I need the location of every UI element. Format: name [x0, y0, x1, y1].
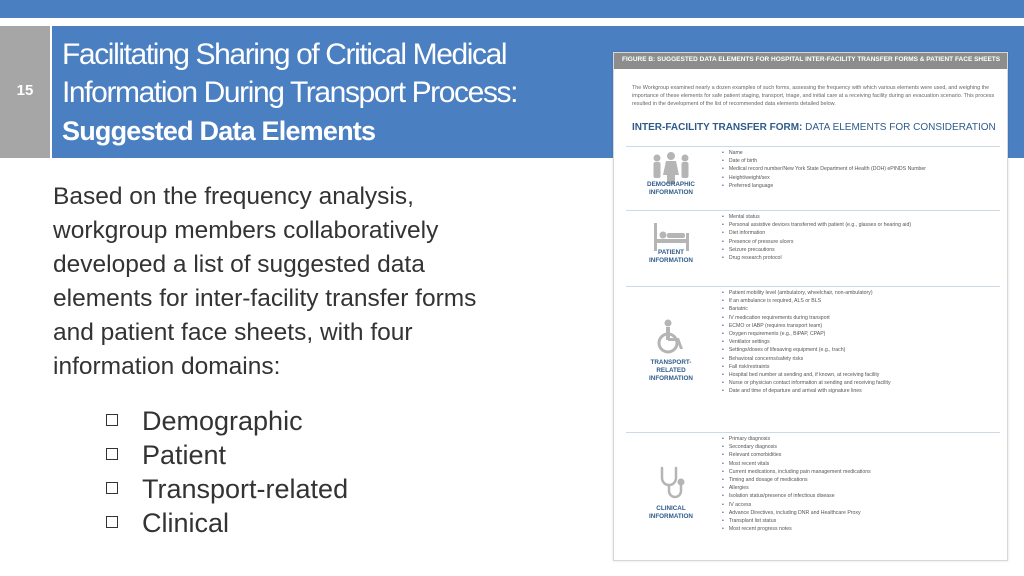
title-subtitle: Suggested Data Elements: [62, 116, 376, 146]
list-item: • Relevant comorbidities: [722, 451, 871, 459]
list-item: • Date and time of departure and arrival with signature lines: [722, 387, 891, 395]
bullet-item: [106, 472, 348, 506]
list-item: • Most recent vitals: [722, 460, 871, 468]
list-item: • Date of birth: [722, 157, 926, 165]
bullet-label: Transport-related: [142, 474, 349, 504]
doc-section-clinical: [626, 432, 1000, 561]
list-item: • Patient mobility level (ambulatory, wheelchair, non-ambulatory): [722, 289, 891, 297]
list-item: • Preferred language: [722, 182, 926, 190]
bullet-item: [106, 438, 348, 472]
document-header-bar: [614, 53, 1007, 69]
section-label-line: INFORMATION: [649, 375, 693, 382]
form-title-bold: INTER-FACILITY TRANSFER FORM:: [632, 122, 803, 133]
section-label-line: TRANSPORT-: [650, 359, 692, 366]
top-accent-stripe: [0, 0, 1024, 18]
list-item: • Fall risk/restraints: [722, 363, 891, 371]
list-item: • Isolation status/presence of infectious disease: [722, 492, 871, 500]
checkbox-bullet-icon: [106, 448, 118, 460]
bullet-item: [106, 506, 348, 540]
domain-bullet-list: [106, 404, 348, 540]
list-item: • Transplant list status: [722, 517, 871, 525]
body-line: Based on the frequency analysis,: [53, 183, 414, 210]
checkbox-bullet-icon: [106, 414, 118, 426]
list-item: • If an ambulance is required, ALS or BLS: [722, 297, 891, 305]
top-divider: [0, 18, 1024, 24]
slide-title: [62, 36, 602, 150]
bullet-label: Patient: [142, 440, 227, 470]
title-line-1: Facilitating Sharing of Critical Medical: [62, 38, 507, 71]
list-item: • Advance Directives, including DNR and Healthcare Proxy: [722, 509, 871, 517]
section-label: [630, 249, 712, 265]
list-item: • Current medications, including pain management medications: [722, 468, 871, 476]
list-item: • Most recent progress notes: [722, 525, 871, 533]
list-item: • Settings/doses of lifesaving equipment (e.g., trach): [722, 346, 891, 354]
section-label: [630, 359, 712, 383]
slide-number: 15: [16, 82, 34, 99]
document-form-title: [632, 122, 996, 133]
doc-section-patient: [626, 210, 1000, 281]
list-item: • IV medication requirements during transport: [722, 314, 891, 322]
section-items: [722, 213, 911, 262]
document-header-text: FIGURE B: SUGGESTED DATA ELEMENTS FOR HOSPITAL INTER-FACILITY TRANSFER FORMS & PATIENT FACE SHEETS: [622, 56, 1001, 63]
list-item: • Diet information: [722, 229, 911, 237]
list-item: • Oxygen requirements (e.g., BiPAP, CPAP): [722, 330, 891, 338]
body-line: developed a list of suggested data: [53, 251, 425, 278]
section-label-line: INFORMATION: [649, 257, 693, 264]
section-label: [630, 505, 712, 521]
stethoscope-icon: [648, 465, 694, 501]
list-item: • Mental status: [722, 213, 911, 221]
list-item: • Behavioral concerns/safety risks: [722, 355, 891, 363]
list-item: • Secondary diagnosis: [722, 443, 871, 451]
checkbox-bullet-icon: [106, 516, 118, 528]
section-label-line: PATIENT: [657, 249, 684, 256]
list-item: • Timing and dosage of medications: [722, 476, 871, 484]
form-title-rest: DATA ELEMENTS FOR CONSIDERATION: [802, 122, 996, 133]
body-paragraph: [53, 180, 573, 384]
section-label-line: INFORMATION: [649, 513, 693, 520]
list-item: • Hospital bed number at sending and, if known, at receiving facility: [722, 371, 891, 379]
list-item: • Primary diagnosis: [722, 435, 871, 443]
section-items: [722, 435, 871, 533]
list-item: • IV access: [722, 501, 871, 509]
list-item: • Nurse or physician contact information at sending and receiving facility: [722, 379, 891, 387]
list-item: • Drug research protocol: [722, 254, 911, 262]
body-line: information domains:: [53, 353, 281, 380]
section-label-line: RELATED: [656, 367, 686, 374]
section-label-line: INFORMATION: [649, 189, 693, 196]
list-item: • Name: [722, 149, 926, 157]
section-label: [630, 181, 712, 197]
list-item: • Medical record number/New York State Department of Health (DOH) ePINDS Number: [722, 165, 926, 173]
section-label-line: DEMOGRAPHIC: [647, 181, 695, 188]
body-line: and patient face sheets, with four: [53, 319, 413, 346]
bullet-item: [106, 404, 348, 438]
list-item: • Seizure precautions: [722, 246, 911, 254]
list-item: • Height/weight/sex: [722, 174, 926, 182]
section-items: [722, 149, 926, 190]
list-item: • Personal assistive devices transferred with patient (e.g., glasses or hearing aid): [722, 221, 911, 229]
wheelchair-icon: [648, 319, 694, 355]
list-item: • Presence of pressure ulcers: [722, 238, 911, 246]
document-intro: The Workgroup examined nearly a dozen examples of such forms, assessing the frequency with which various elements were used, and weighing the importance of these elements for safe patient staging, transport, triage, and initial care at a receiving facility during an evacuation scenario. This process resulted in the development of the list of recommended data elements detailed below.: [632, 85, 995, 107]
title-line-2: Information During Transport Process:: [62, 76, 518, 109]
bullet-label: Clinical: [142, 508, 230, 538]
body-line: workgroup members collaboratively: [53, 217, 439, 244]
doc-section-transport: [626, 286, 1000, 429]
section-items: [722, 289, 891, 396]
section-label-line: CLINICAL: [656, 505, 686, 512]
body-line: elements for inter-facility transfer forms: [53, 285, 477, 312]
document-figure: [613, 52, 1008, 561]
list-item: • Allergies: [722, 484, 871, 492]
bullet-label: Demographic: [142, 406, 303, 436]
doc-section-demographic: [626, 146, 1000, 204]
list-item: • Bariatric: [722, 305, 891, 313]
list-item: • ECMO or IABP (requires transport team): [722, 322, 891, 330]
checkbox-bullet-icon: [106, 482, 118, 494]
list-item: • Ventilator settings: [722, 338, 891, 346]
